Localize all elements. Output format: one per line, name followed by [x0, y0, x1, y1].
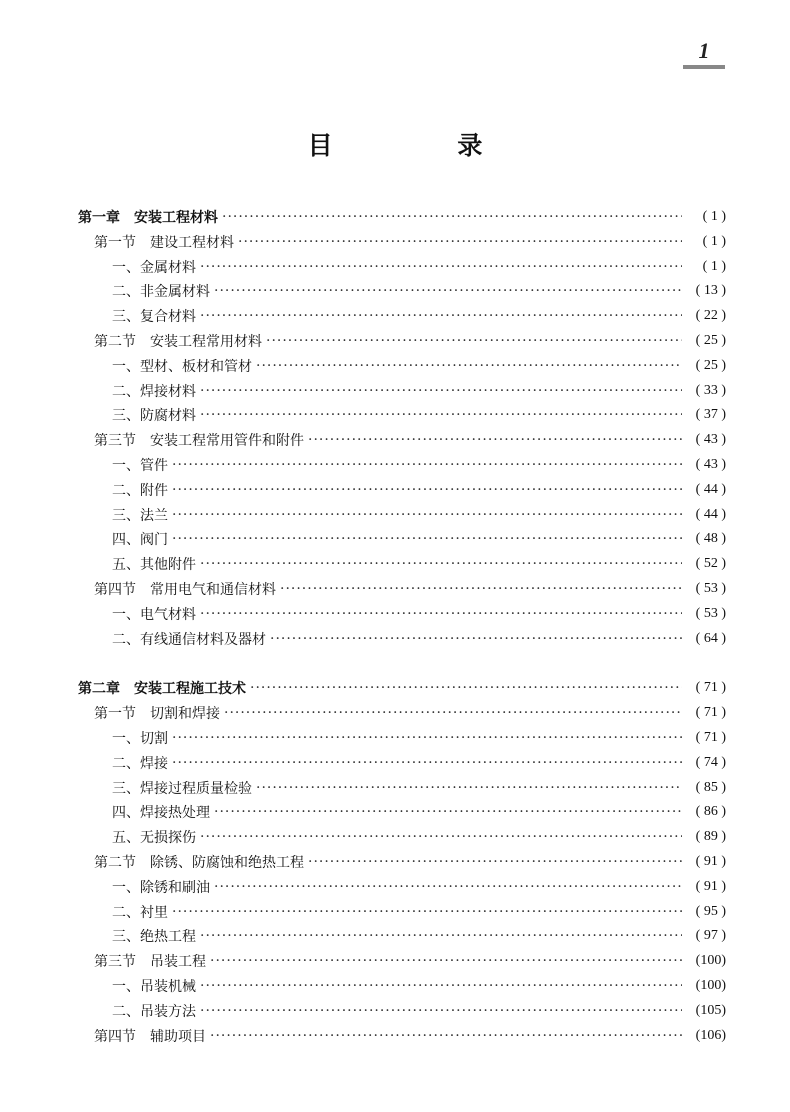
toc-entry-title: 第四节 常用电气和通信材料: [94, 582, 276, 598]
toc-entry-title: 三、防腐材料: [112, 408, 196, 425]
toc-page-number: ( 71 ): [695, 730, 726, 745]
page-number: 1: [698, 38, 710, 63]
toc-page-number: (100): [695, 978, 726, 993]
toc-item-row: [112, 354, 726, 378]
toc-page-number: ( 89 ): [695, 829, 726, 845]
toc-item-row: [112, 800, 726, 824]
toc-item-row: [112, 478, 726, 502]
toc-entry-title: 三、焊接过程质量检验: [112, 780, 252, 797]
toc-item-row: [112, 900, 726, 924]
toc-dot-leader: [238, 234, 682, 250]
toc-entry-title: 一、电气材料: [112, 606, 196, 623]
toc-entry-title: 五、其他附件: [112, 557, 196, 574]
toc-entry-title: 一、金属材料: [112, 259, 196, 276]
toc-page-number: ( 95 ): [695, 903, 726, 919]
toc-item-row: [112, 255, 726, 279]
toc-dot-leader: [200, 556, 682, 572]
toc-page-number: ( 53 ): [695, 581, 726, 596]
toc-page-number: (106): [695, 1027, 726, 1043]
toc-dot-leader: [172, 531, 682, 547]
toc-entry-title: 第四节 辅助项目: [94, 1028, 206, 1045]
toc-dot-leader: [200, 606, 682, 622]
toc-dot-leader: [200, 383, 682, 399]
toc-page-number: ( 97 ): [695, 928, 726, 944]
toc-entry-title: 四、焊接热处理: [112, 805, 210, 822]
toc-page-number: ( 25 ): [695, 357, 726, 373]
toc-entry-title: 一、切割: [112, 731, 168, 747]
toc-page-number: ( 71 ): [695, 705, 726, 721]
toc-page-number: ( 74 ): [695, 754, 726, 770]
toc-dot-leader: [172, 482, 682, 498]
toc-item-row: [112, 403, 726, 427]
toc-item-row: [112, 999, 726, 1023]
toc-page-number: ( 52 ): [695, 556, 726, 572]
toc-page-number: ( 25 ): [695, 333, 726, 348]
toc-entry-title: 四、阀门: [112, 532, 168, 549]
toc-page-number: ( 37 ): [695, 407, 726, 423]
toc-page-number: ( 43 ): [695, 432, 726, 448]
toc-section-row: [94, 428, 726, 452]
toc-item-row: [112, 726, 726, 750]
toc-dot-leader: [200, 928, 682, 944]
toc-chapter-row: [78, 205, 726, 229]
toc-item-row: [112, 552, 726, 576]
toc-dot-leader: [200, 829, 682, 845]
toc-entry-title: 第一章 安装工程材料: [78, 210, 218, 226]
toc-entry-title: 第一节 切割和焊接: [94, 706, 220, 723]
toc-page-number: ( 33 ): [695, 382, 726, 398]
toc-entry-title: 五、无损探伤: [112, 830, 196, 847]
toc-dot-leader: [200, 978, 682, 994]
toc-item-row: [112, 279, 726, 303]
toc-section-row: [94, 701, 726, 725]
toc-entry-title: 第三节 安装工程常用管件和附件: [94, 433, 304, 450]
toc-dot-leader: [200, 407, 682, 423]
toc-page-number: ( 86 ): [695, 804, 726, 820]
page-number-underline: [683, 65, 725, 69]
toc-dot-leader: [256, 358, 682, 374]
toc-section-row: [94, 949, 726, 973]
toc-dot-leader: [222, 209, 682, 225]
toc-section-row: [94, 850, 726, 874]
toc-page-number: ( 91 ): [695, 854, 726, 869]
toc-dot-leader: [172, 457, 682, 473]
toc-page-number: ( 44 ): [695, 481, 726, 497]
toc-dot-leader: [172, 755, 682, 771]
toc-entry-title: 第一节 建设工程材料: [94, 234, 234, 251]
toc-page-number: ( 53 ): [695, 605, 726, 621]
toc-dot-leader: [214, 804, 682, 820]
toc-page-number: ( 48 ): [695, 531, 726, 547]
toc-item-row: [112, 924, 726, 948]
toc-entry-title: 一、型材、板材和管材: [112, 358, 252, 375]
toc-entry-title: 第二章 安装工程施工技术: [78, 681, 246, 698]
toc-entry-title: 三、复合材料: [112, 309, 196, 326]
toc-item-row: [112, 503, 726, 527]
toc-page-number: ( 91 ): [695, 878, 726, 894]
toc-dot-leader: [200, 1003, 682, 1019]
toc-item-row: [112, 527, 726, 551]
toc-item-row: [112, 602, 726, 626]
toc-entry-title: 三、绝热工程: [112, 929, 196, 946]
toc-page-number: ( 1 ): [702, 209, 726, 224]
toc-entry-title: 第三节 吊装工程: [94, 954, 206, 971]
toc-dot-leader: [280, 581, 682, 597]
toc-dot-leader: [210, 1028, 682, 1044]
toc-page-number: ( 1 ): [702, 258, 726, 274]
toc-entry-title: 二、衬里: [112, 904, 168, 921]
toc-page-number: ( 71 ): [695, 680, 726, 696]
toc-dot-leader: [266, 333, 682, 349]
toc-dot-leader: [256, 780, 682, 796]
toc-dot-leader: [214, 283, 682, 299]
toc-entry-title: 二、有线通信材料及器材: [112, 631, 266, 648]
toc-page-number: (100): [695, 953, 726, 969]
toc-page-number: ( 44 ): [695, 506, 726, 522]
toc-dot-leader: [210, 953, 682, 969]
toc-dot-leader: [270, 631, 682, 647]
toc-dot-leader: [250, 680, 682, 696]
toc-section-row: [94, 577, 726, 601]
toc-dot-leader: [224, 705, 682, 721]
toc-entry-title: 一、管件: [112, 458, 168, 474]
toc-entry-title: 二、焊接: [112, 755, 168, 772]
toc-entry-title: 第二节 安装工程常用材料: [94, 334, 262, 350]
toc-page-number: ( 13 ): [695, 283, 726, 299]
toc-entry-title: 一、除锈和刷油: [112, 879, 210, 896]
toc-page-number: ( 43 ): [695, 457, 726, 472]
toc-dot-leader: [308, 854, 682, 870]
toc-entry-title: 一、吊装机械: [112, 979, 196, 995]
toc-page-number: ( 22 ): [695, 308, 726, 324]
toc-dot-leader: [172, 730, 682, 746]
toc-item-row: [112, 304, 726, 328]
toc-dot-leader: [214, 879, 682, 895]
toc-page-number: ( 85 ): [695, 779, 726, 795]
toc-dot-leader: [308, 432, 682, 448]
toc-entry-title: 二、吊装方法: [112, 1003, 196, 1020]
toc-entry-title: 三、法兰: [112, 507, 168, 524]
toc-dot-leader: [172, 904, 682, 920]
toc-item-row: [112, 453, 726, 477]
toc-page-number: ( 64 ): [695, 630, 726, 646]
toc-section-row: [94, 1024, 726, 1048]
toc-item-row: [112, 974, 726, 998]
toc-page-number: (105): [695, 1002, 726, 1018]
toc-dot-leader: [200, 259, 682, 275]
toc-page-number: ( 1 ): [702, 233, 726, 249]
toc-item-row: [112, 379, 726, 403]
toc-item-row: [112, 776, 726, 800]
page-title: 目 录: [307, 131, 541, 160]
toc-item-row: [112, 875, 726, 899]
toc-entry-title: 第二节 除锈、防腐蚀和绝热工程: [94, 855, 304, 871]
toc-section-row: [94, 230, 726, 254]
toc-item-row: [112, 627, 726, 651]
toc-chapter-row: [78, 676, 726, 700]
toc-section-row: [94, 329, 726, 353]
toc-dot-leader: [172, 507, 682, 523]
toc-item-row: [112, 825, 726, 849]
toc-entry-title: 二、焊接材料: [112, 383, 196, 400]
toc-dot-leader: [200, 308, 682, 324]
toc-item-row: [112, 751, 726, 775]
toc-entry-title: 二、附件: [112, 482, 168, 499]
toc-entry-title: 二、非金属材料: [112, 284, 210, 301]
